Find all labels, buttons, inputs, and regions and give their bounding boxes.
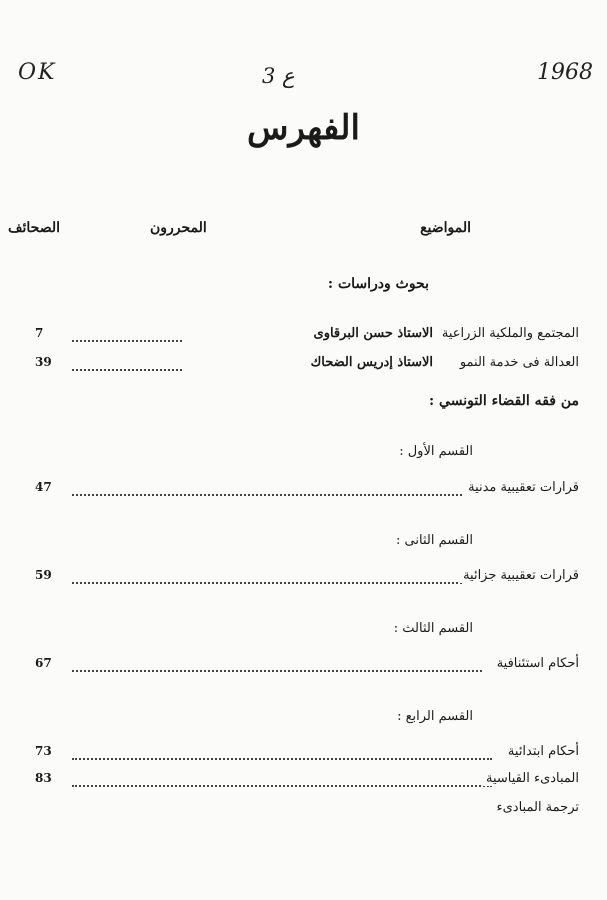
part-heading-2: القسم الثانى : xyxy=(396,533,473,548)
toc-row[interactable] xyxy=(0,326,607,346)
toc-row-page: 83 xyxy=(35,771,56,785)
toc-row[interactable] xyxy=(0,771,607,791)
toc-row[interactable] xyxy=(0,480,607,500)
toc-row-page: 73 xyxy=(35,744,56,758)
toc-row-title: ترجمة المبادىء xyxy=(493,800,580,815)
toc-row-title: المجتمع والملكية الزراعية xyxy=(438,326,579,341)
section-heading-jurisprudence: من فقه القضاء التونسي : xyxy=(429,393,579,409)
toc-row[interactable] xyxy=(0,744,607,764)
toc-row-title: أحكام استئنافية xyxy=(493,656,579,671)
part-heading-1: القسم الأول : xyxy=(399,444,473,459)
toc-row[interactable] xyxy=(0,568,607,588)
toc-row[interactable] xyxy=(0,800,607,820)
toc-row-page: 7 xyxy=(35,326,47,340)
toc-row-title: المبادىء القياسية xyxy=(482,771,579,786)
dot-leader xyxy=(72,482,462,496)
toc-row-page: 59 xyxy=(35,568,56,582)
part-heading-3: القسم الثالث : xyxy=(393,621,473,636)
toc-row-title: أحكام ابتدائية xyxy=(504,744,579,759)
page-title: الفهرس xyxy=(247,108,360,148)
toc-row-page: 67 xyxy=(35,656,56,670)
handwritten-year: 1968 xyxy=(537,60,593,85)
dot-leader xyxy=(72,357,182,371)
toc-row-title: العدالة فى خدمة النمو xyxy=(456,355,579,370)
column-header-editors: المحررون xyxy=(150,220,207,236)
column-header-topics: المواضيع xyxy=(420,220,471,236)
part-heading-4: القسم الرابع : xyxy=(397,709,473,724)
toc-row-author: الاستاذ حسن البرقاوى xyxy=(310,326,437,341)
toc-row[interactable] xyxy=(0,355,607,375)
dot-leader xyxy=(72,570,462,584)
dot-leader xyxy=(72,746,492,760)
handwritten-volume-note: ع 3 xyxy=(262,64,295,88)
dot-leader xyxy=(72,658,482,672)
toc-row-page: 47 xyxy=(35,480,56,494)
toc-row-author: الاستاذ إدريس الضحاك xyxy=(307,355,437,370)
section-heading-research: بحوث ودراسات : xyxy=(327,276,429,292)
column-header-pages: الصحائف xyxy=(8,220,60,236)
dot-leader xyxy=(72,328,182,342)
toc-row-page: 39 xyxy=(35,355,56,369)
toc-row[interactable] xyxy=(0,656,607,676)
toc-row-title: قرارات تعقيبية مدنية xyxy=(464,480,579,495)
handwritten-ok-note: OK xyxy=(18,60,57,85)
dot-leader xyxy=(72,773,492,787)
toc-row-title: قرارات تعقيبية جزائية xyxy=(459,568,579,583)
